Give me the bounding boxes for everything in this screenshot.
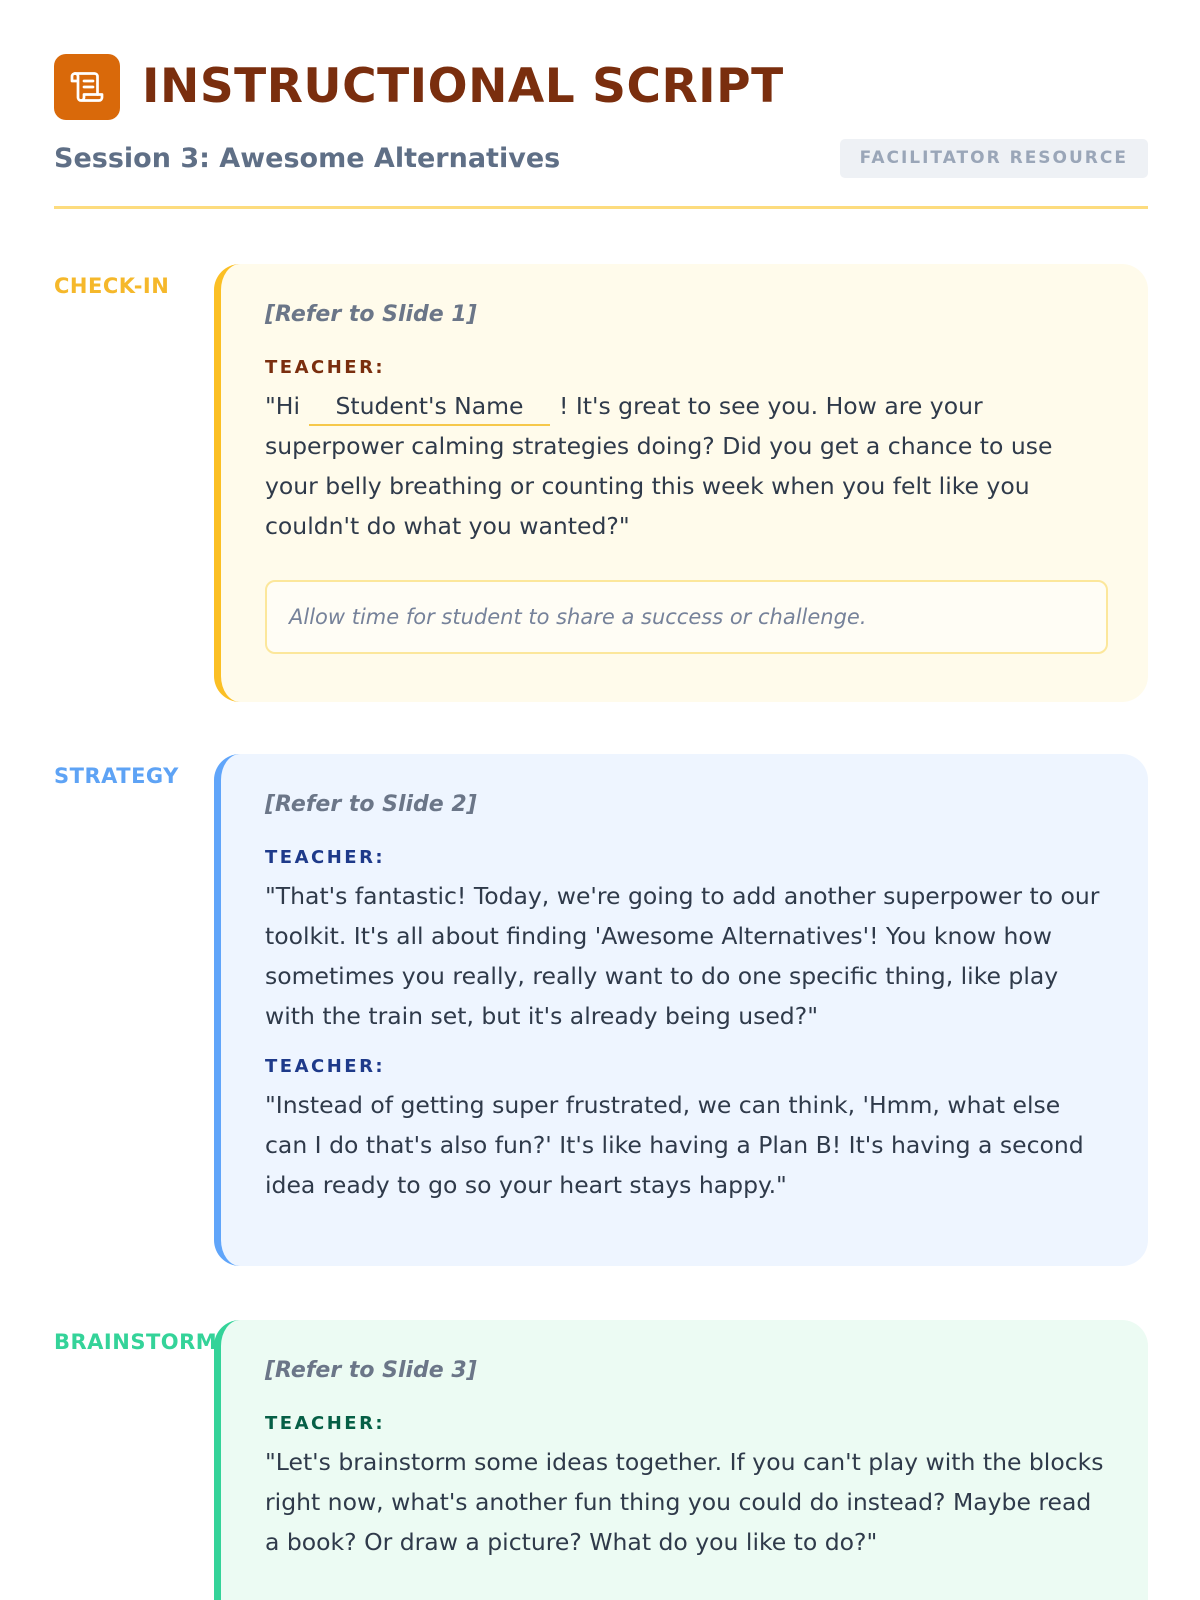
script-text: "Hi (265, 392, 308, 420)
scroll-icon (54, 54, 120, 120)
speaker-label: TEACHER: (265, 357, 386, 378)
session-subtitle: Session 3: Awesome Alternatives (54, 142, 561, 174)
slide-reference: [Refer to Slide 1] (265, 302, 477, 327)
script-line: "Let's brainstorm some ideas together. If you can't play with the blocks right now, what's another fun thing you could do instead? Maybe read a book? Or draw a picture? What do you like to do?" (265, 1448, 1104, 1556)
facilitator-badge: FACILITATOR RESOURCE (840, 139, 1148, 178)
section-label: BRAINSTORM (54, 1330, 218, 1354)
speaker-label: TEACHER: (265, 1413, 386, 1434)
script-card (214, 754, 1148, 1266)
slide-reference: [Refer to Slide 3] (265, 1358, 477, 1383)
script-card (214, 1320, 1148, 1600)
header-divider (54, 206, 1148, 209)
slide-reference: [Refer to Slide 2] (265, 792, 477, 817)
script-line (265, 386, 1108, 546)
section-label: CHECK-IN (54, 274, 170, 298)
facilitator-note: Allow time for student to share a success or challenge. (265, 580, 1108, 654)
script-line: "That's fantastic! Today, we're going to add another superpower to our toolkit. It's all about finding 'Awesome Alternatives'! You know how sometimes you really, really want to do one specific thing, like play with the train set, but it's already being used?" (265, 882, 1100, 1030)
title-row (54, 54, 1148, 120)
speaker-label: TEACHER: (265, 847, 386, 868)
subtitle-row (54, 138, 1148, 178)
script-text: ! It's great to see you. How are your superpower calming strategies doing? Did you get a chance to use your belly breathing or counting this week when you felt like you couldn't do what you wanted?" (265, 392, 1053, 540)
script-card (214, 264, 1148, 702)
section-label: STRATEGY (54, 764, 179, 788)
header (54, 54, 1148, 174)
script-line: "Instead of getting super frustrated, we can think, 'Hmm, what else can I do that's also fun?' It's like having a Plan B! It's having a second idea ready to go so your heart stays happy." (265, 1091, 1084, 1199)
speaker-label: TEACHER: (265, 1056, 386, 1077)
student-name-blank: Student's Name (309, 388, 549, 426)
page-title: INSTRUCTIONAL SCRIPT (142, 59, 784, 114)
